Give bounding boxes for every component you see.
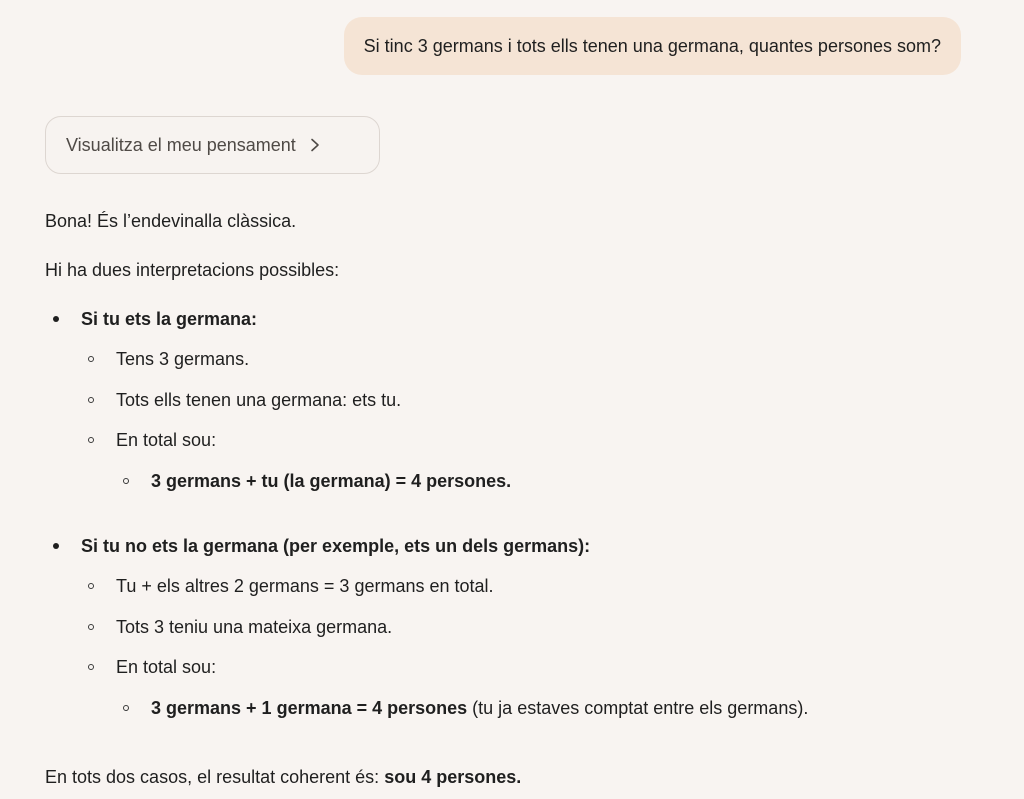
- sub-bullet-circle: [88, 583, 94, 589]
- case2-title: Si tu no ets la germana (per exemple, ets un dels germans):: [81, 536, 591, 556]
- user-message-text: Si tinc 3 germans i tots ells tenen una germana, quantes persones som?: [363, 35, 941, 56]
- case2-item-1: Tu + els altres 2 germans = 3 germans en total.: [116, 576, 494, 596]
- case1-item-2: Tots ells tenen una germana: ets tu.: [116, 390, 402, 410]
- case2-result: 3 germans + 1 germana = 4 persones (tu ja estaves comptat entre els germans).: [151, 698, 809, 718]
- sub-bullet-circle: [88, 664, 94, 670]
- bullet-dot: [53, 316, 59, 322]
- case1-result: 3 germans + tu (la germana) = 4 persones.: [151, 471, 512, 491]
- sub-sub-bullet-circle: [123, 705, 129, 711]
- chevron-right-icon: [310, 138, 320, 152]
- response-subintro: Hi ha dues interpretacions possibles:: [45, 260, 340, 280]
- case2-item-3: En total sou:: [116, 657, 217, 677]
- sub-sub-bullet-circle: [123, 478, 129, 484]
- sub-bullet-circle: [88, 397, 94, 403]
- view-thinking-label: Visualitza el meu pensament: [66, 134, 296, 155]
- bullet-dot: [53, 543, 59, 549]
- sub-bullet-circle: [88, 356, 94, 362]
- sub-bullet-circle: [88, 437, 94, 443]
- sub-bullet-circle: [88, 624, 94, 630]
- response-intro: Bona! És l’endevinalla clàssica.: [45, 211, 297, 231]
- case1-item-3: En total sou:: [116, 430, 217, 450]
- case2-item-2: Tots 3 teniu una mateixa germana.: [116, 617, 393, 637]
- response-conclusion: En tots dos casos, el resultat coherent és: sou 4 persones.: [45, 767, 522, 787]
- case1-item-1: Tens 3 germans.: [116, 349, 250, 369]
- view-thinking-button[interactable]: [45, 116, 380, 174]
- user-message-bubble: [344, 17, 961, 75]
- case1-title: Si tu ets la germana:: [81, 309, 258, 329]
